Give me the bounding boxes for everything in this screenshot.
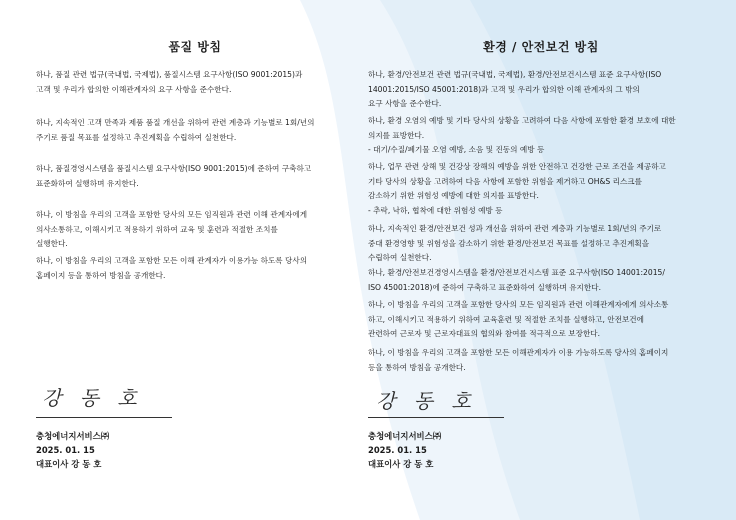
signature-image: 강 동 호 — [376, 389, 477, 413]
quality-policy-column — [36, 0, 354, 520]
company-name: 충청에너지서비스㈜ — [36, 431, 110, 441]
issue-date: 2025. 01. 15 — [368, 445, 427, 455]
env-clause-7: 하나, 이 방침을 우리의 고객을 포함한 모든 이해관계자가 이용 가능하도록 당사의 홈페이지 등을 통하여 방침을 공개한다. — [368, 348, 669, 372]
issue-date: 2025. 01. 15 — [36, 445, 95, 455]
quality-clause-3: 하나, 품질경영시스템을 품질시스템 요구사항(ISO 9001:2015)에 준하여 구축하고 표준화하여 실행하며 유지한다. — [36, 164, 312, 188]
env-clause-3: 하나, 업무 관련 상해 및 건강상 장해의 예방을 위한 안전하고 건강한 근로 조건을 제공하고 기타 당사의 상황을 고려하여 다음 사항에 포함한 위험을 제거하고 OH&S 리스크를 감소하기 위한 위험성 예방에 대한 의지를 표방한다. - 추락, 낙하, 협착에 대한 위험성 예방 등 — [368, 162, 666, 215]
company-name: 충청에너지서비스㈜ — [368, 431, 442, 441]
signature-line — [368, 417, 504, 418]
quality-clause-4: 하나, 이 방침을 우리의 고객을 포함한 당사의 모든 임직원과 관련 이해 관계자에게 의사소통하고, 이해시키고 적용하기 위하여 교육 및 훈련과 적절한 조치를 실행한다. — [36, 210, 308, 249]
ceo-name: 대표이사 강 동 호 — [36, 459, 102, 469]
quality-clause-1: 하나, 품질 관련 법규(국내법, 국제법), 품질시스템 요구사항(ISO 9001:2015)과 고객 및 우리가 합의한 이해관계자의 요구 사항을 준수한다. — [36, 70, 303, 94]
env-clause-5: 하나, 환경/안전보건경영시스템을 환경/안전보건시스템 표준 요구사항(ISO 14001:2015/ ISO 45001:2018)에 준하여 구축하고 표준화하여 실행하며 유지한다. — [368, 268, 665, 292]
quality-clause-2: 하나, 지속적인 고객 만족과 제품 품질 개선을 위하여 관련 계층과 기능별로 1회/년의 주기로 품질 목표를 설정하고 추진계획을 수립하여 실천한다. — [36, 118, 315, 142]
env-clause-6: 하나, 이 방침을 우리의 고객을 포함한 당사의 모든 임직원과 관련 이해관계자에게 의사소통 하고, 이해시키고 적용하기 위하여 교육훈련 및 적절한 조치를 실행하고, 안전보건에 관련하여 근로자 및 근로자대표의 협의와 참여를 적극적으로 보장한다. — [368, 300, 669, 339]
signature-line — [36, 417, 172, 418]
env-clause-2: 하나, 환경 오염의 예방 및 기타 당사의 상황을 고려하여 다음 사항에 포함한 환경 보호에 대한 의지를 표방한다. - 대기/수질/폐기물 오염 예방, 소음 및 진동의 예방 등 — [368, 116, 676, 155]
env-clause-4: 하나, 지속적인 환경/안전보건 성과 개선을 위하여 관련 계층과 기능별로 1회/년의 주기로 중대 환경영향 및 위험성을 감소하기 위한 환경/안전보건 목표를 설정하고 추진계획을 수립하여 실천한다. — [368, 224, 662, 263]
quality-clause-5: 하나, 이 방침을 우리의 고객을 포함한 모든 이해 관계자가 이용가능 하도록 당사의 홈페이지 등을 통하여 방침을 공개한다. — [36, 256, 308, 280]
ceo-name: 대표이사 강 동 호 — [368, 459, 434, 469]
environment-safety-policy-title: 환경 / 안전보건 방침 — [483, 40, 599, 54]
environment-safety-policy-column — [368, 0, 714, 520]
signature-image: 강 동 호 — [42, 386, 143, 410]
env-clause-1: 하나, 환경/안전보건 관련 법규(국내법, 국제법), 환경/안전보건시스템 표준 요구사항(ISO 14001:2015/ISO 45001:2018)과 고객 및 우리가 합의한 이해 관계자의 그 밖의 요구 사항을 준수한다. — [368, 70, 662, 109]
quality-policy-title: 품질 방침 — [168, 40, 222, 54]
